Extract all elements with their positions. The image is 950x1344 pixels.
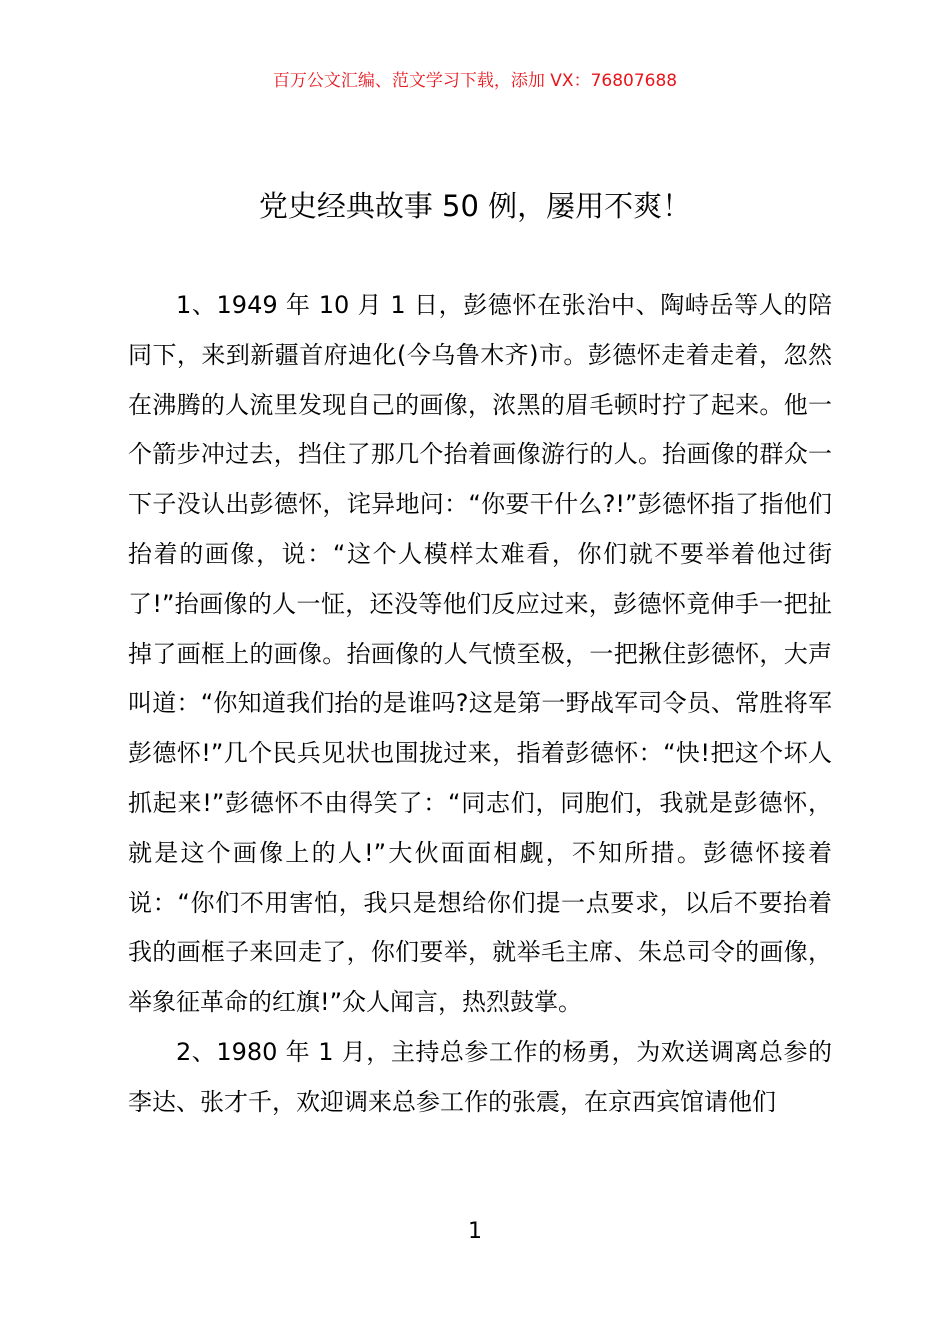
paragraph-2: 2、1980 年 1 月，主持总参工作的杨勇，为欢送调离总参的李达、张才千，欢迎调来总参工作的张震，在京西宾馆请他们	[128, 1037, 832, 1116]
download-notice-header: 百万公文汇编、范文学习下载，添加 VX：76807688	[272, 71, 678, 91]
page-number: 1	[468, 1219, 482, 1244]
document-body	[128, 281, 832, 1128]
document-title: 党史经典故事 50 例，屡用不爽！	[258, 189, 692, 223]
paragraph-1: 1、1949 年 10 月 1 日，彭德怀在张治中、陶峙岳等人的陪同下，来到新疆首府迪化(今乌鲁木齐)市。彭德怀走着走着，忽然在沸腾的人流里发现自己的画像，浓黑的眉毛顿时拧了起来。他一个箭步冲过去，挡住了那几个抬着画像游行的人。抬画像的群众一下子没认出彭德怀，诧异地问：“你要干什么?!”彭德怀指了指他们抬着的画像，说：“这个人模样太难看，你们就不要举着他过街了!”抬画像的人一怔，还没等他们反应过来，彭德怀竟伸手一把扯掉了画框上的画像。抬画像的人气愤至极，一把揪住彭德怀，大声叫道：“你知道我们抬的是谁吗?这是第一野战军司令员、常胜将军彭德怀!”几个民兵见状也围拢过来，指着彭德怀：“快!把这个坏人抓起来!”彭德怀不由得笑了：“同志们，同胞们，我就是彭德怀，就是这个画像上的人!”大伙面面相觑，不知所措。彭德怀接着说：“你们不用害怕，我只是想给你们提一点要求，以后不要抬着我的画框子来回走了，你们要举，就举毛主席、朱总司令的画像，举象征革命的红旗!”众人闻言，热烈鼓掌。	[128, 291, 832, 1017]
